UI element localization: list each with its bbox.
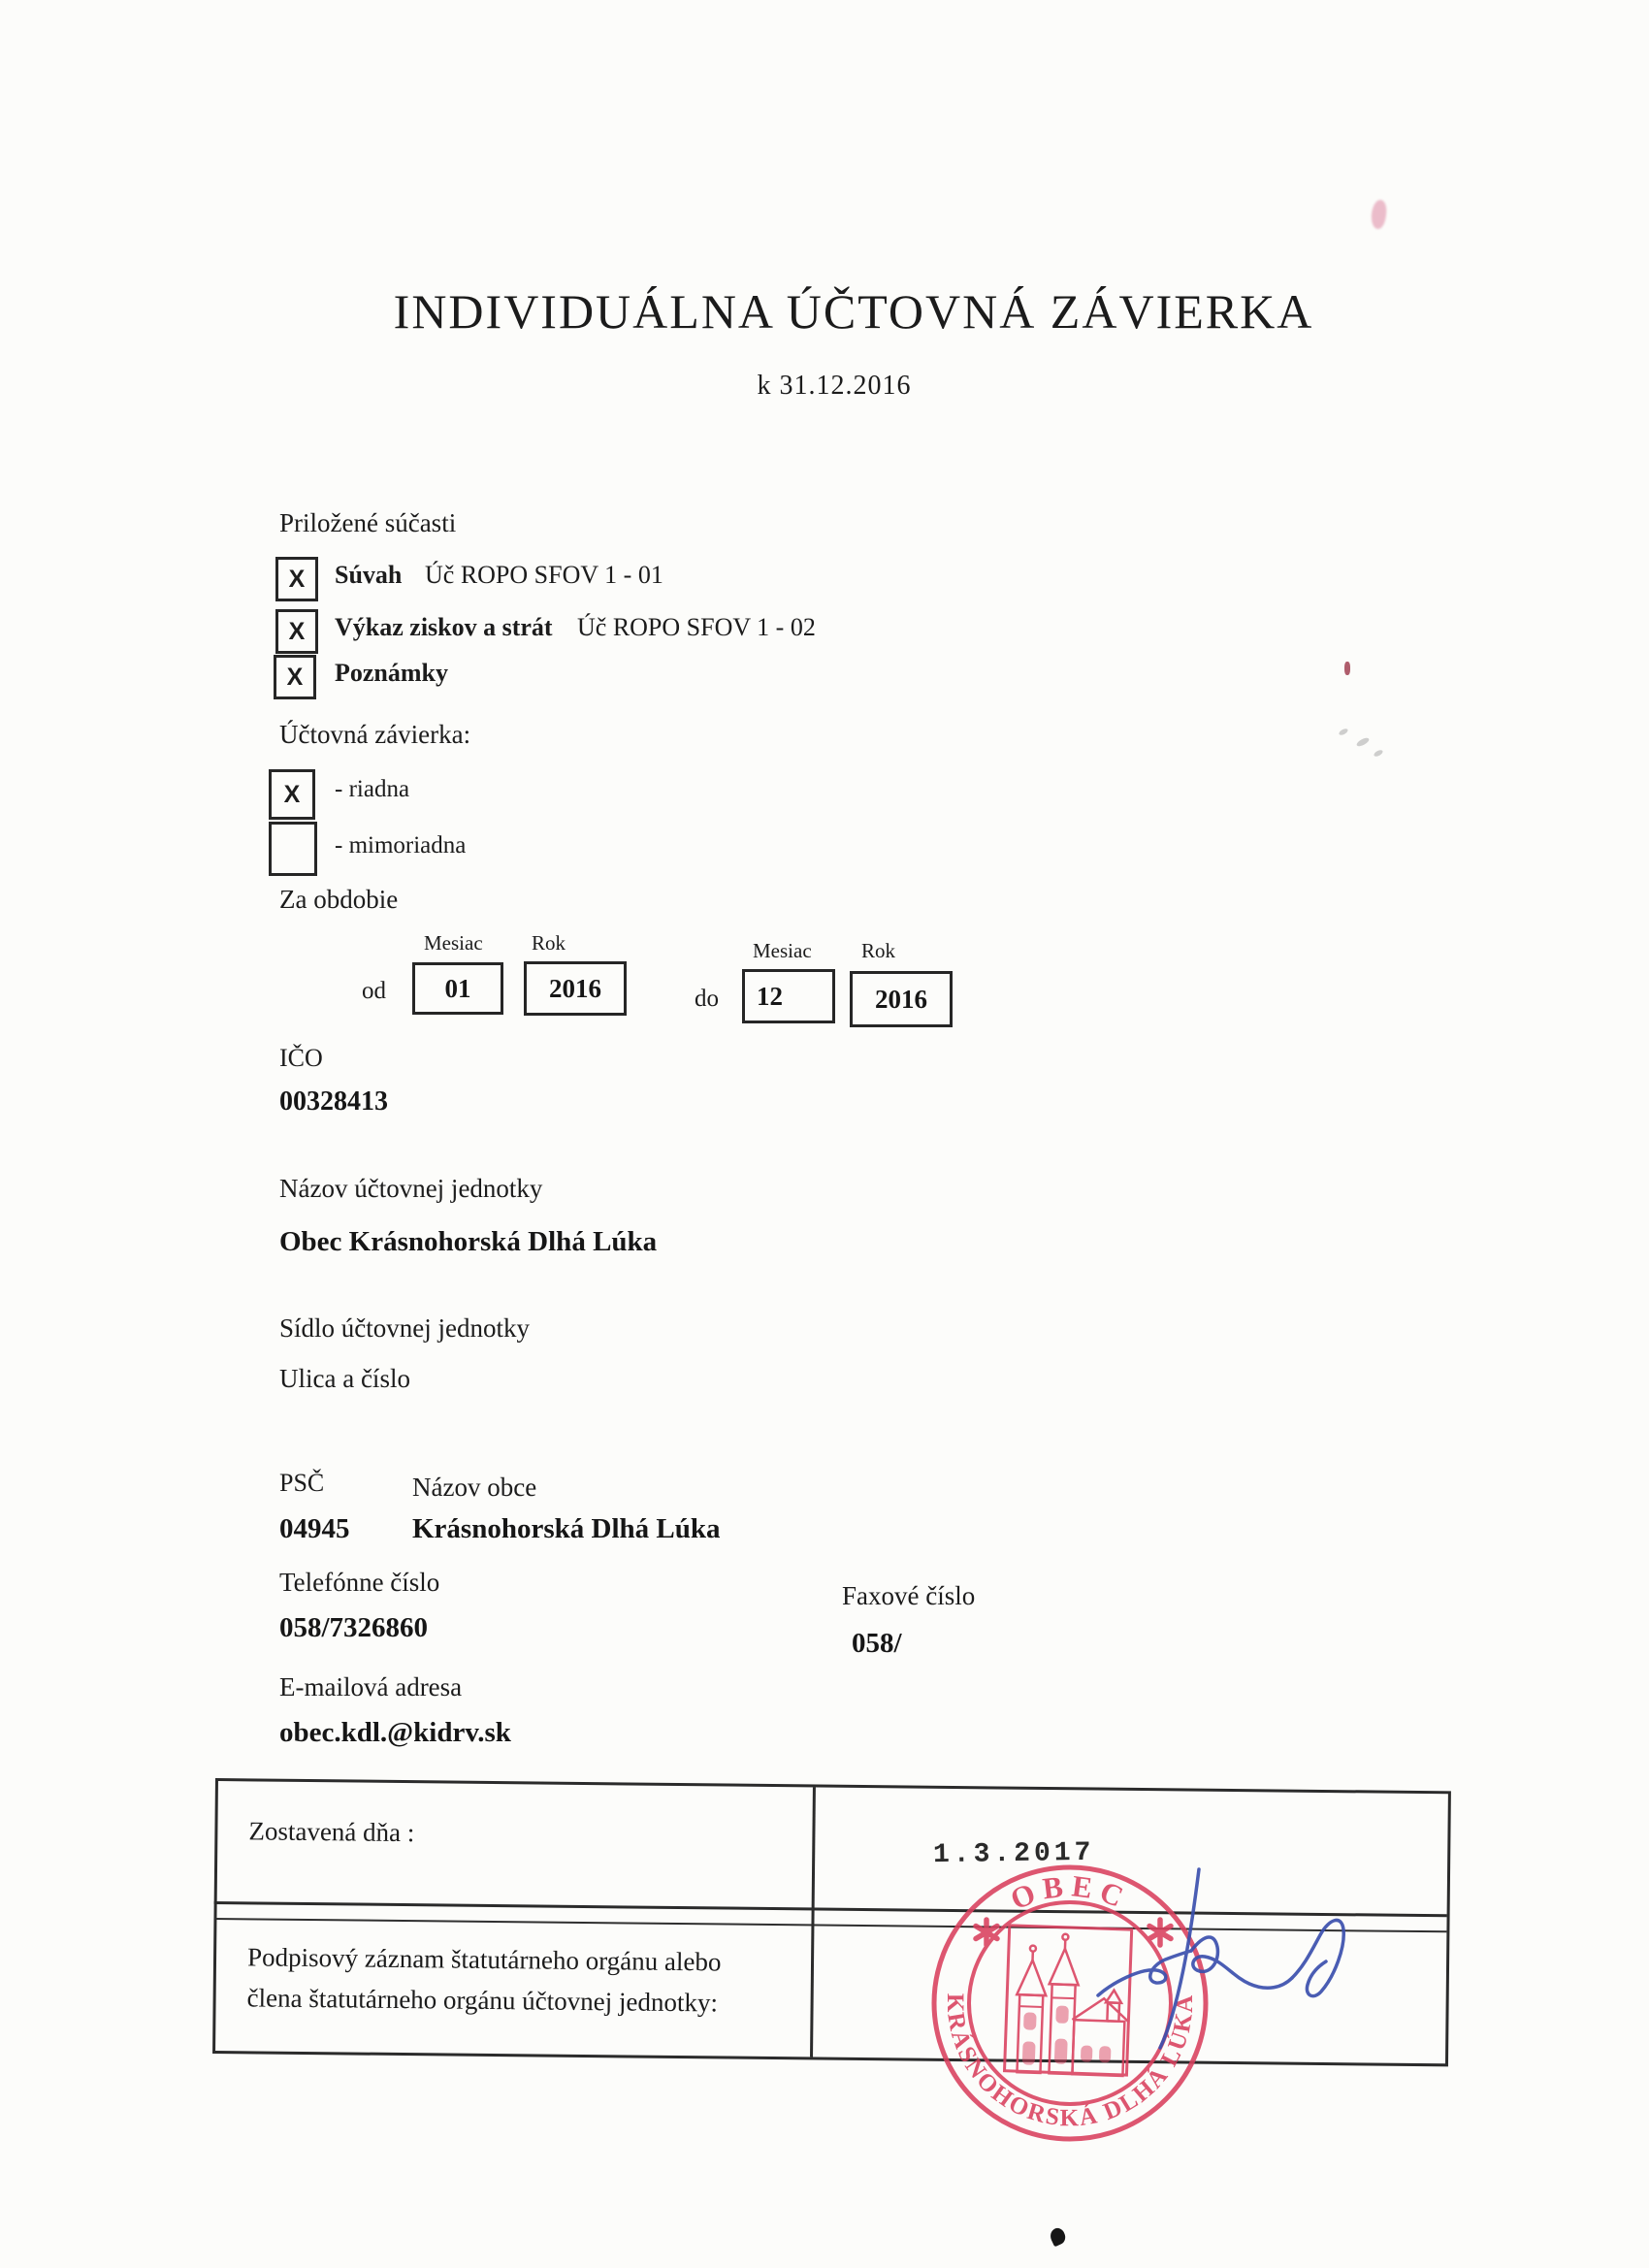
attachment-code-suvah: Úč ROPO SFOV 1 - 01 [425, 561, 663, 589]
checkbox-riadna-mark: X [283, 780, 301, 808]
scan-speck-1 [1338, 728, 1348, 736]
page-subtitle: k 31.12.2016 [757, 371, 912, 401]
period-from-year-value: 2016 [549, 973, 601, 1003]
scan-dot-red [1344, 662, 1350, 675]
period-to-month-box [742, 969, 835, 1023]
ico-label: IČO [279, 1044, 323, 1072]
period-to-month-value: 12 [757, 981, 783, 1011]
checkbox-vykaz-mark: X [288, 617, 306, 645]
attachment-label-vykaz: Výkaz ziskov a strát [335, 613, 553, 641]
period-from-month-box [412, 962, 503, 1015]
period-from-month-value: 01 [444, 973, 471, 1003]
period-from-month-label: Mesiac [424, 931, 483, 955]
phone-value: 058/7326860 [279, 1612, 429, 1643]
stamp-asterisk-left [976, 1920, 997, 1945]
psc-label: PSČ [279, 1469, 325, 1497]
scan-ink-drop [1048, 2226, 1068, 2248]
page-title: INDIVIDUÁLNA ÚČTOVNÁ ZÁVIERKA [393, 284, 1314, 339]
period-from-year-box [524, 961, 627, 1016]
scan-speck-3 [1373, 749, 1383, 758]
stamp-ring-text: KRÁSNOHORSKÁ DLHÁ LÚKA [941, 1993, 1199, 2132]
table-column-divider [810, 1787, 816, 2057]
town-label: Názov obce [412, 1473, 537, 1502]
attachments-heading: Priložené súčasti [279, 508, 457, 537]
fax-label: Faxové číslo [842, 1581, 976, 1610]
checkbox-poznamky [274, 655, 316, 699]
attachment-label-suvah: Súvah [335, 561, 403, 589]
attachment-label-poznamky: Poznámky [335, 659, 448, 687]
phone-label: Telefónne číslo [279, 1568, 440, 1597]
option-label-mimoriadna: - mimoriadna [335, 832, 467, 859]
signature-label-line1: Podpisový záznam štatutárneho orgánu alebo [246, 1942, 722, 1977]
period-heading: Za obdobie [279, 885, 399, 914]
email-value: obec.kdl.@kidrv.sk [279, 1717, 511, 1748]
option-label-riadna: - riadna [335, 776, 410, 802]
closing-type-heading: Účtovná závierka: [279, 720, 471, 749]
period-from-label: od [362, 978, 386, 1004]
period-to-month-label: Mesiac [753, 939, 812, 962]
town-value: Krásnohorská Dlhá Lúka [412, 1513, 721, 1544]
email-label: E-mailová adresa [279, 1672, 463, 1701]
ico-value: 00328413 [279, 1086, 388, 1117]
stamp-top-text: OBEC [1005, 1868, 1135, 1917]
fax-value: 058/ [852, 1628, 902, 1659]
period-from-year-label: Rok [532, 931, 566, 955]
checkbox-vykaz [275, 609, 318, 654]
entity-label: Názov účtovnej jednotky [279, 1174, 543, 1203]
entity-value: Obec Krásnohorská Dlhá Lúka [279, 1226, 658, 1257]
period-to-year-value: 2016 [875, 984, 927, 1014]
scan-smudge-pink [1370, 199, 1388, 230]
psc-value: 04945 [279, 1513, 350, 1544]
signature-ink [1084, 1858, 1375, 2066]
period-to-year-box [850, 971, 953, 1027]
address-heading: Sídlo účtovnej jednotky [279, 1313, 530, 1343]
street-label: Ulica a číslo [279, 1364, 410, 1393]
checkbox-riadna [269, 769, 315, 820]
period-to-label: do [695, 986, 719, 1012]
attachment-code-vykaz: Úč ROPO SFOV 1 - 02 [577, 613, 816, 641]
checkbox-mimoriadna [269, 822, 317, 876]
signature-label-line2: člena štatutárneho orgánu účtovnej jednotky: [246, 1983, 719, 2018]
period-to-year-label: Rok [861, 939, 896, 962]
checkbox-suvah [275, 557, 318, 601]
compiled-date-value: 1.3.2017 [932, 1837, 1095, 1871]
checkbox-poznamky-mark: X [286, 663, 304, 691]
checkbox-suvah-mark: X [288, 565, 306, 593]
compiled-date-label: Zostavená dňa : [248, 1816, 415, 1848]
scan-speck-2 [1355, 736, 1370, 748]
